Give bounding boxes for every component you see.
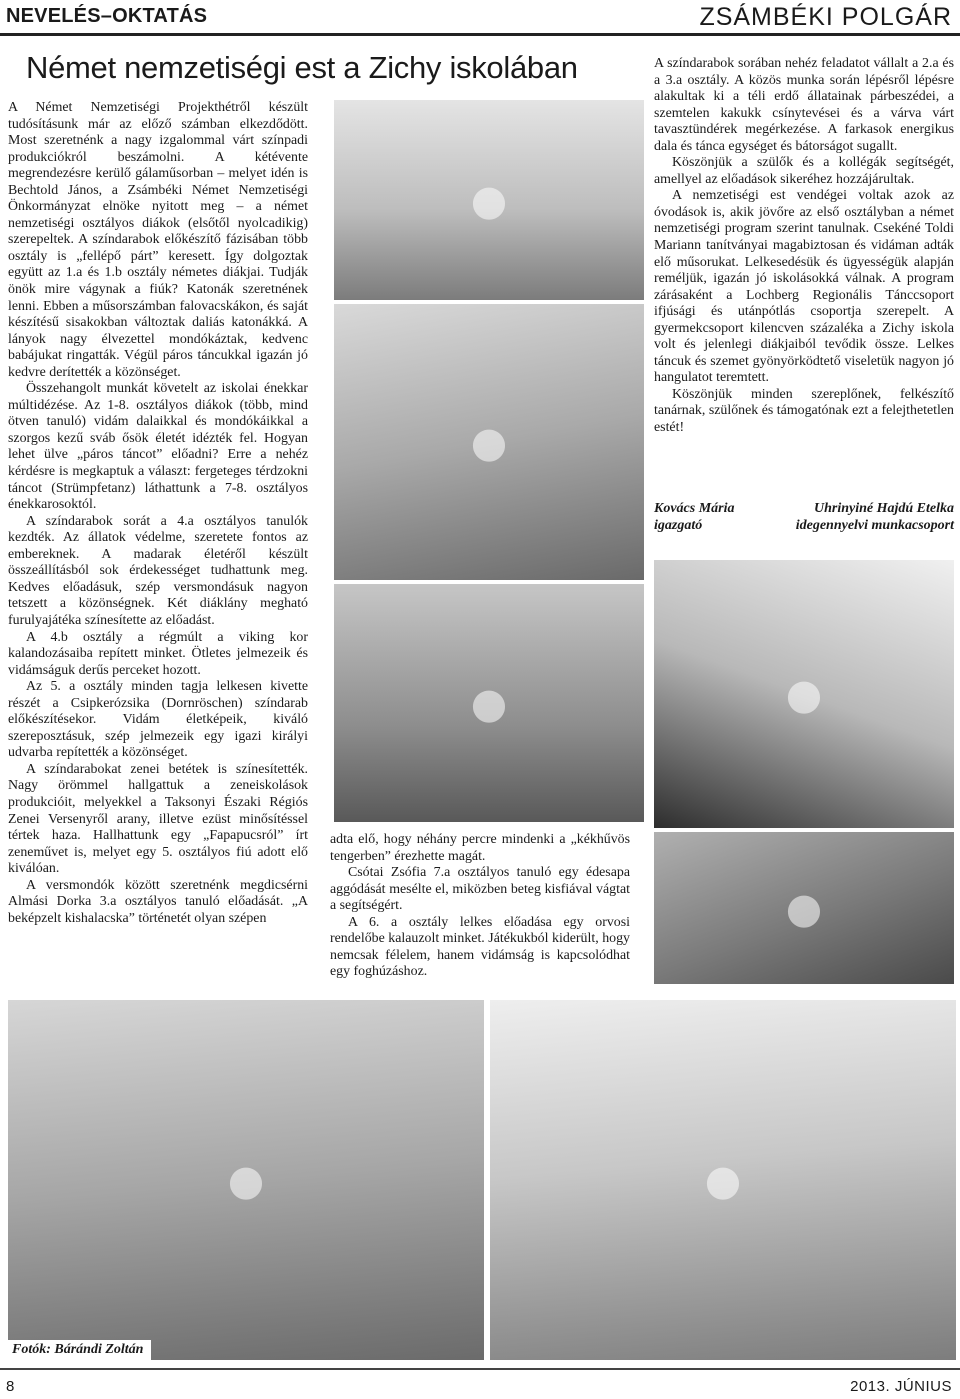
- signature-name: Kovács Mária: [654, 501, 735, 516]
- camera-icon: ●: [470, 417, 508, 467]
- section-label: NEVELÉS–OKTATÁS: [6, 5, 208, 27]
- camera-icon: ●: [785, 669, 823, 719]
- paragraph: Köszönjük minden szereplőnek, felkészítő tanárnak, szülőnek és támogatónak ezt a felejthetetlen estét!: [654, 386, 954, 436]
- paragraph: A nemzetiségi est vendégei voltak azok az óvodások is, akik jövőre az első osztályban a német nemzetiségi program szerint tanulnak. Csekéné Toldi Mariann tanítványai magabiztosan és vidáman adták elő műsorukat. Lelkesedésük és ügyességük alapján reméljük, igazán jó iskolásokká válnak. A program zárásaként a Lochberg Regionális Tánccsoport ifjúsági és utánpótlás csoportja szerepelt. A gyermekcsoport kilencven százaléka a Zichy iskola volt és jelenlegi diákjaiból tevődik össze. Lelkes táncuk és szemet gyönyörködtető viseletük nagyon jó hangulatot teremtett.: [654, 188, 954, 386]
- camera-icon: ●: [785, 883, 823, 933]
- camera-icon: ●: [704, 1155, 742, 1205]
- paragraph: Köszönjük a szülők és a kollégák segítségét, amellyel az előadások sikeréhez hozzájárultak.: [654, 155, 954, 187]
- photo-credit: Fotók: Bárándi Zoltán: [8, 1340, 151, 1360]
- paragraph: A 6. a osztály lelkes előadása egy orvosi rendelőbe kalauzolt minket. Játékukból kiderült, hogy nemcsak félelem, hanem vidámság is kapcsolódhat egy foghúzáshoz.: [330, 914, 630, 980]
- paragraph: Összehangolt munkát követelt az iskolai énekkar múltidézése. Az 1-8. osztályos diákok (több, mind ötven tanuló) vidám dalaikkal és mondókáikkal a szorgos kezű sváb ősök életét idézték fel. Hogyan lehet ülve „páros táncot” előadni? Erre a nehéz kérdésre is megkaptuk a választ: fergeteges térdzokni táncot (Strümpfetanz) láthattunk a 7-8. osztályos énekkarosoktól.: [8, 381, 308, 513]
- signature-left: [654, 500, 735, 534]
- photo-opening-speech: [334, 100, 644, 300]
- paragraph: A színdarabokat zenei betétek is színesítették. Nagy örömmel hallgattuk a zeneiskolások produkcióit, melyekkel a Taksonyi Északi Régiós Zenei Versenyről arany, illetve ezüst minősítéssel tértek haza. Hallhattunk egy „Fapapucsról” írt zeneművet is, melyet egy 5. osztályos fiú adott elő kiválóan.: [8, 761, 308, 877]
- paragraph: A Német Nemzetiségi Projekthétről készült tudósításunk már az előző számban elkezdődött. Most szeretnénk a nagy izgalommal várt színpadi produkciókról beszámolni. A kétévente megrendezésre kerülő gálaműsorban – melyet idén is Bechtold János, a Zsámbéki Német Nemzetiségi Önkormányzat elnöke nyitott meg – a német nemzetiségi osztályos diákok (elsőtől nyolcadikig) szerepeltek. A színdarabok előkészítő fázisában több osztály is „fellépő párt” keresett. Így dolgoztak együtt az 1.a és 1.b osztály németes diákjai. Tudják önök mire vágynak a fiúk? Katonák szeretnének lenni. Ebben a műsorszámban falovacskákon, és saját készítésű sisakokban változtak daliás katonákká. A lányok nagy élvezettel mondókáztak, kedvenc babájukat ringatták. Végül páros táncukkal igazán jó kedvre derítették a közönséget.: [8, 100, 308, 380]
- photo-girl-reciting: [654, 560, 954, 828]
- camera-icon: ●: [227, 1155, 265, 1205]
- paragraph: A színdarabok sorát a 4.a osztályos tanulók kezdték. Az állatok védelme, szeretete fontos az embereknek. A madarak életéről készült összeállításból sok érdekességet tudhattunk meg. Kedves előadásuk, szép versmondásuk nagyon tetszett a közönségnek. Két diáklány megható furulyajátéka színesítette az előadást.: [8, 513, 308, 628]
- paragraph: Csótai Zsófia 7.a osztályos tanuló egy édesapa aggódását mesélte el, miközben beteg kisfiával vágtat a segítségért.: [330, 865, 630, 914]
- photo-children-dancing: [8, 1000, 484, 1360]
- paragraph: adta elő, hogy néhány percre mindenki a „kékhűvös tengerben” érezhette magát.: [330, 832, 630, 864]
- signature-right: [796, 500, 954, 534]
- photo-choir: [334, 584, 644, 822]
- photo-girl-with-tiara: [654, 832, 954, 984]
- signature-name: Uhrinyiné Hajdú Etelka: [813, 501, 954, 516]
- text-column-2: [330, 832, 630, 981]
- photo-doll-puppets: [490, 1000, 956, 1360]
- header-rule: [0, 33, 960, 36]
- camera-icon: ●: [470, 175, 508, 225]
- masthead: ZSÁMBÉKI POLGÁR: [699, 3, 952, 31]
- text-column-3: [654, 56, 954, 437]
- paragraph: A színdarabok sorában nehéz feladatot vállalt a 2.a és a 3.a osztály. A közös munka során lépésről lépésre alakultak ki a téli erdő állatainak párbeszédei, a szemtelen kakukk csínytevései és a várva várt tavasztündérek megérkezése. A farkasok energikus dala és tánca egységet és bátorságot sugallt.: [654, 56, 954, 154]
- footer-rule: [0, 1368, 960, 1370]
- paragraph: A 4.b osztály a régmúlt a viking kor kalandozásaiba repített minket. Ötletes jelmezeik és vidámságuk derűs perceket hozott.: [8, 629, 308, 678]
- page-number: 8: [6, 1378, 15, 1395]
- article-title: Német nemzetiségi est a Zichy iskolában: [26, 50, 578, 85]
- issue-date: 2013. JÚNIUS: [850, 1378, 952, 1395]
- signature-role: idegennyelvi munkacsoport: [795, 518, 954, 533]
- text-column-1: [8, 100, 308, 927]
- photo-stage-play: [334, 304, 644, 580]
- signature-role: igazgató: [654, 518, 703, 533]
- paragraph: A versmondók között szeretnénk megdicsérni Almási Dorka 3.a osztályos tanuló előadását. „A beképzelt kishalacska” történetét olyan szépen: [8, 877, 308, 926]
- camera-icon: ●: [470, 678, 508, 728]
- paragraph: Az 5. a osztály minden tagja lelkesen kivette részét a Csipkerózsika (Dornröschen) színdarab előkészítésekor. Vidám életképeik, kiváló szereposztásuk, szép jelmezeik egy igazi királyi udvarba repítették a közönséget.: [8, 679, 308, 761]
